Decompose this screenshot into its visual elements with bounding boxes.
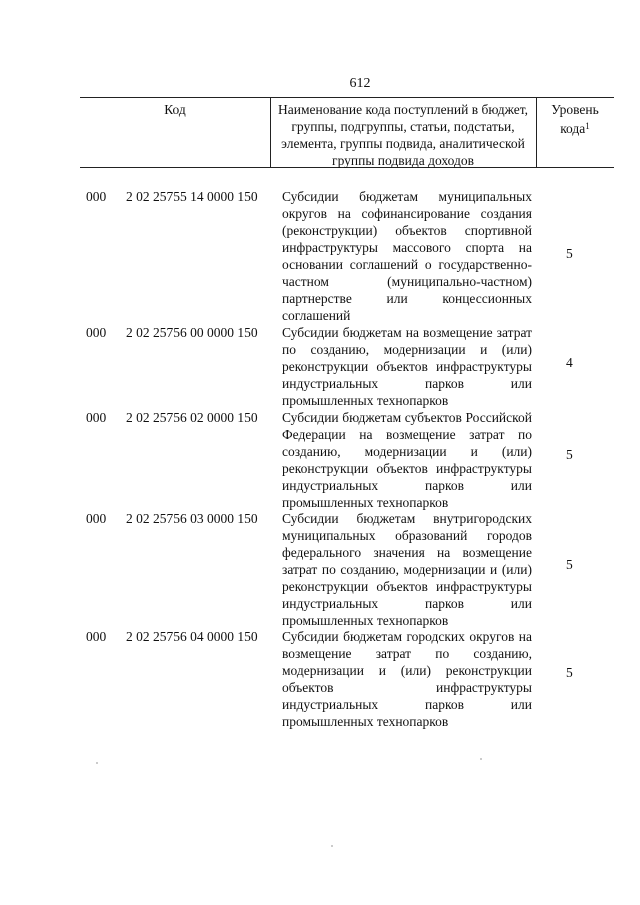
- row-level: 5: [566, 557, 573, 572]
- header-name: Наименование кода поступлений в бюджет, группы, подгруппы, статьи, подстатьи, элемента, группы подвида, аналитической группы подвида доходов: [277, 102, 528, 168]
- row-code: 2 02 25756 02 0000 150: [126, 410, 258, 425]
- header-level-text: Уровень кода: [551, 102, 599, 136]
- row-admin-code: 000: [86, 325, 107, 340]
- row-name: Субсидии бюджетам субъектов Российской Федерации на возмещение затрат по созданию, модернизации и (или) реконструкции объектов инфраструктуры индустриальных парков или промышленных технопарков: [282, 410, 532, 510]
- row-name: Субсидии бюджетам внутригородских муниципальных образований городов федерального значения на возмещение затрат по созданию, модернизации и (или) реконструкции объектов инфраструктуры индустриальных парков или промышленных технопарков: [282, 511, 532, 628]
- row-level: 4: [566, 355, 573, 370]
- table-header: [80, 97, 614, 168]
- row-code: 2 02 25755 14 0000 150: [126, 189, 258, 204]
- row-level: 5: [566, 246, 573, 261]
- header-level-footnote: 1: [585, 121, 590, 131]
- page-number: 612: [349, 76, 371, 91]
- row-admin-code: 000: [86, 410, 107, 425]
- row-code: 2 02 25756 00 0000 150: [126, 325, 258, 340]
- row-level: 5: [566, 665, 573, 680]
- header-divider: [536, 98, 537, 167]
- row-code: 2 02 25756 03 0000 150: [126, 511, 258, 526]
- row-name: Субсидии бюджетам на возмещение затрат по созданию, модернизации и (или) реконструкции объектов инфраструктуры индустриальных парков или промышленных технопарков: [282, 325, 532, 408]
- scan-speck: [331, 845, 333, 847]
- header-level: [539, 101, 611, 137]
- row-name: Субсидии бюджетам муниципальных округов на софинансирование создания (реконструкции) объектов спортивной инфраструктуры массового спорта на основании соглашений о государственно-частном (муниципально-частном) партнерстве или концессионных соглашений: [282, 189, 532, 323]
- row-code: 2 02 25756 04 0000 150: [126, 629, 258, 644]
- row-admin-code: 000: [86, 189, 107, 204]
- header-code: Код: [164, 102, 186, 117]
- scan-speck: [480, 758, 482, 760]
- row-admin-code: 000: [86, 629, 107, 644]
- scan-speck: [96, 762, 98, 764]
- row-name: Субсидии бюджетам городских округов на возмещение затрат по созданию, модернизации и (или) реконструкции объектов инфраструктуры индустриальных парков или промышленных технопарков: [282, 629, 532, 729]
- row-admin-code: 000: [86, 511, 107, 526]
- row-level: 5: [566, 447, 573, 462]
